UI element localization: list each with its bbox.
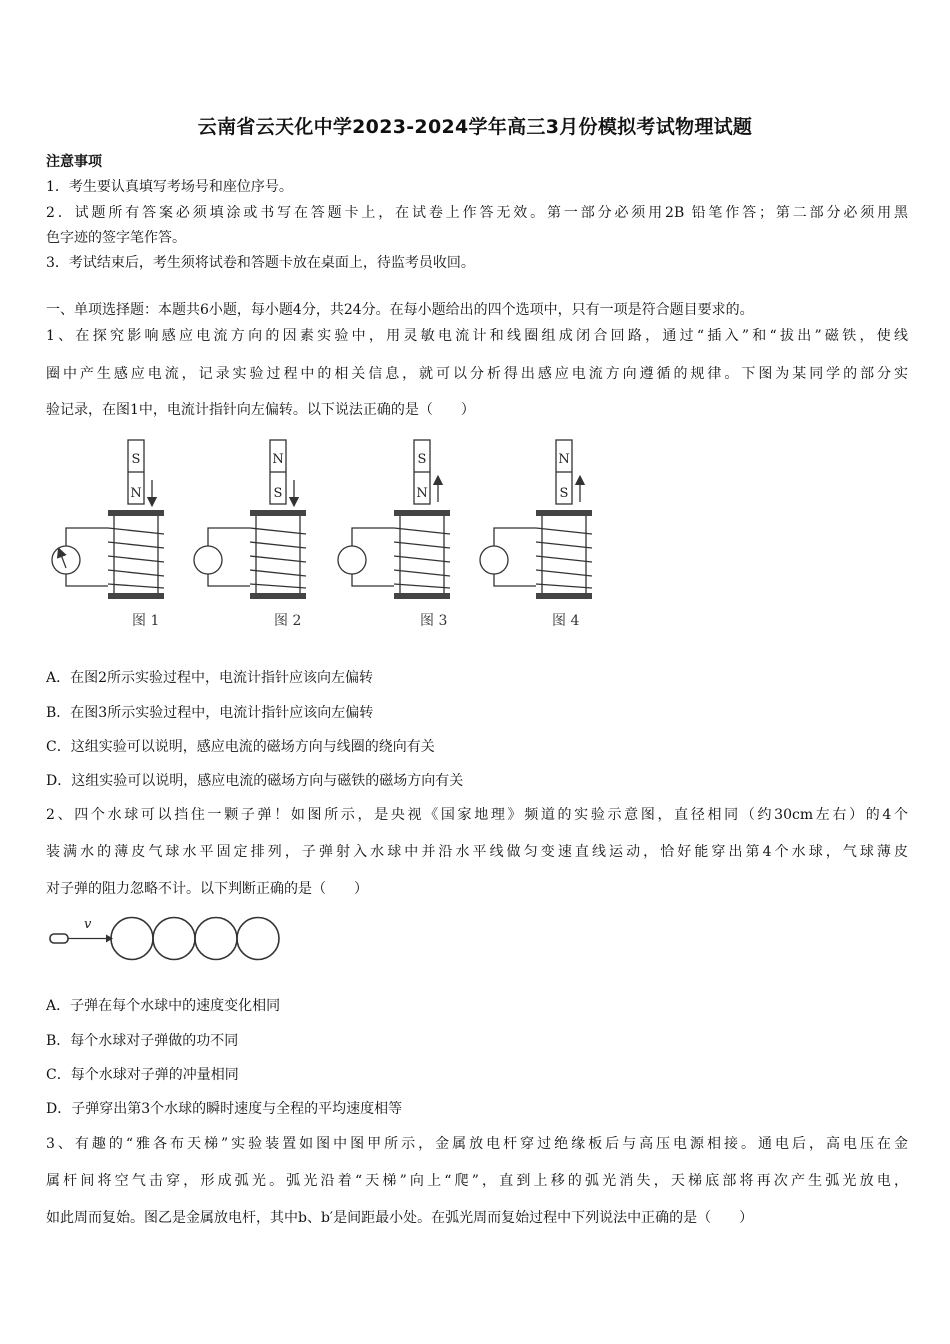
section-heading: 一、单项选择题：本题共6小题，每小题4分，共24分。在每小题给出的四个选项中，只有一项是符合题目要求的。 <box>46 302 754 318</box>
water-ball <box>195 918 237 960</box>
option-b: B．每个水球对子弹做的功不同 <box>46 1033 239 1049</box>
figure-panel-4 <box>480 440 592 599</box>
magnet-pole-label: N <box>130 486 142 501</box>
figure-panel-2 <box>194 440 306 599</box>
option-d: D．这组实验可以说明，感应电流的磁场方向与磁铁的磁场方向有关 <box>46 773 464 789</box>
galvanometer-icon <box>194 546 222 574</box>
velocity-label: v <box>84 917 92 932</box>
figure-caption: 图 1 <box>132 613 160 629</box>
page-title: 云南省云天化中学2023-2024学年高三3月份模拟考试物理试题 <box>197 116 753 138</box>
notice-item: 3．考试结束后，考生须将试卷和答题卡放在桌面上，待监考员收回。 <box>46 255 475 271</box>
question-1-text: 1、在探究影响感应电流方向的因素实验中，用灵敏电流计和线圈组成闭合回路，通过“插入”和“拔出”磁铁，使线 <box>46 328 908 344</box>
water-ball <box>111 918 153 960</box>
option-a: A．在图2所示实验过程中，电流计指针应该向左偏转 <box>46 670 374 686</box>
galvanometer-icon <box>52 546 80 574</box>
question-2-text: 装满水的薄皮气球水平固定排列，子弹射入水球中并沿水平线做匀变速直线运动，恰好能穿出第4个水球，气球薄皮 <box>46 844 908 860</box>
question-2-text: 2、四个水球可以挡住一颗子弹！如图所示，是央视《国家地理》频道的实验示意图，直径相同（约30cm左右）的4个 <box>46 807 908 823</box>
water-ball <box>237 918 279 960</box>
bullet-icon <box>50 934 68 943</box>
galvanometer-icon <box>480 546 508 574</box>
magnet-pole-label: S <box>131 452 141 467</box>
option-c: C．这组实验可以说明，感应电流的磁场方向与线圈的绕向有关 <box>46 739 435 755</box>
galvanometer-icon <box>338 546 366 574</box>
figure-panel-3 <box>338 440 450 599</box>
magnet-pole-label: S <box>273 486 283 501</box>
figure-caption: 图 3 <box>420 613 448 629</box>
notice-item: 1．考生要认真填写考场号和座位序号。 <box>46 179 293 195</box>
question-1-text: 圈中产生感应电流，记录实验过程中的相关信息，就可以分析得出感应电流方向遵循的规律。下图为某同学的部分实 <box>46 366 908 382</box>
notice-item: 色字迹的签字笔作答。 <box>46 230 186 246</box>
figure-caption: 图 2 <box>274 613 302 629</box>
magnet-pole-label: S <box>559 486 569 501</box>
magnet-pole-label: N <box>272 452 284 467</box>
option-c: C．每个水球对子弹的冲量相同 <box>46 1067 239 1083</box>
question-3-text: 3、有趣的“雅各布天梯”实验装置如图中图甲所示，金属放电杆穿过绝缘板后与高压电源相接。通电后，高电压在金 <box>46 1136 908 1152</box>
magnet-pole-label: N <box>558 452 570 467</box>
water-balls-figure <box>46 912 296 968</box>
option-d: D．子弹穿出第3个水球的瞬时速度与全程的平均速度相等 <box>46 1101 403 1117</box>
magnet-pole-label: S <box>417 452 427 467</box>
question-3-text: 如此周而复始。图乙是金属放电杆，其中b、b′是间距最小处。在弧光周而复始过程中下列说法中正确的是（ ） <box>46 1210 754 1226</box>
magnet-pole-label: N <box>416 486 428 501</box>
figure-panel-1 <box>52 440 164 599</box>
option-b: B．在图3所示实验过程中，电流计指针应该向左偏转 <box>46 705 374 721</box>
option-a: A．子弹在每个水球中的速度变化相同 <box>46 998 281 1014</box>
question-3-text: 属杆间将空气击穿，形成弧光。弧光沿着“天梯”向上“爬”，直到上移的弧光消失，天梯底部将再次产生弧光放电， <box>46 1173 908 1189</box>
notice-heading: 注意事项 <box>46 154 102 170</box>
figure-caption: 图 4 <box>552 613 580 629</box>
water-ball <box>153 918 195 960</box>
question-1-text: 验记录，在图1中，电流计指针向左偏转。以下说法正确的是（ ） <box>46 402 475 418</box>
question-2-text: 对子弹的阻力忽略不计。以下判断正确的是（ ） <box>46 881 368 897</box>
notice-item: 2．试题所有答案必须填涂或书写在答题卡上，在试卷上作答无效。第一部分必须用2B 铅笔作答；第二部分必须用黑 <box>46 205 908 221</box>
induction-experiment-figure <box>46 436 606 636</box>
